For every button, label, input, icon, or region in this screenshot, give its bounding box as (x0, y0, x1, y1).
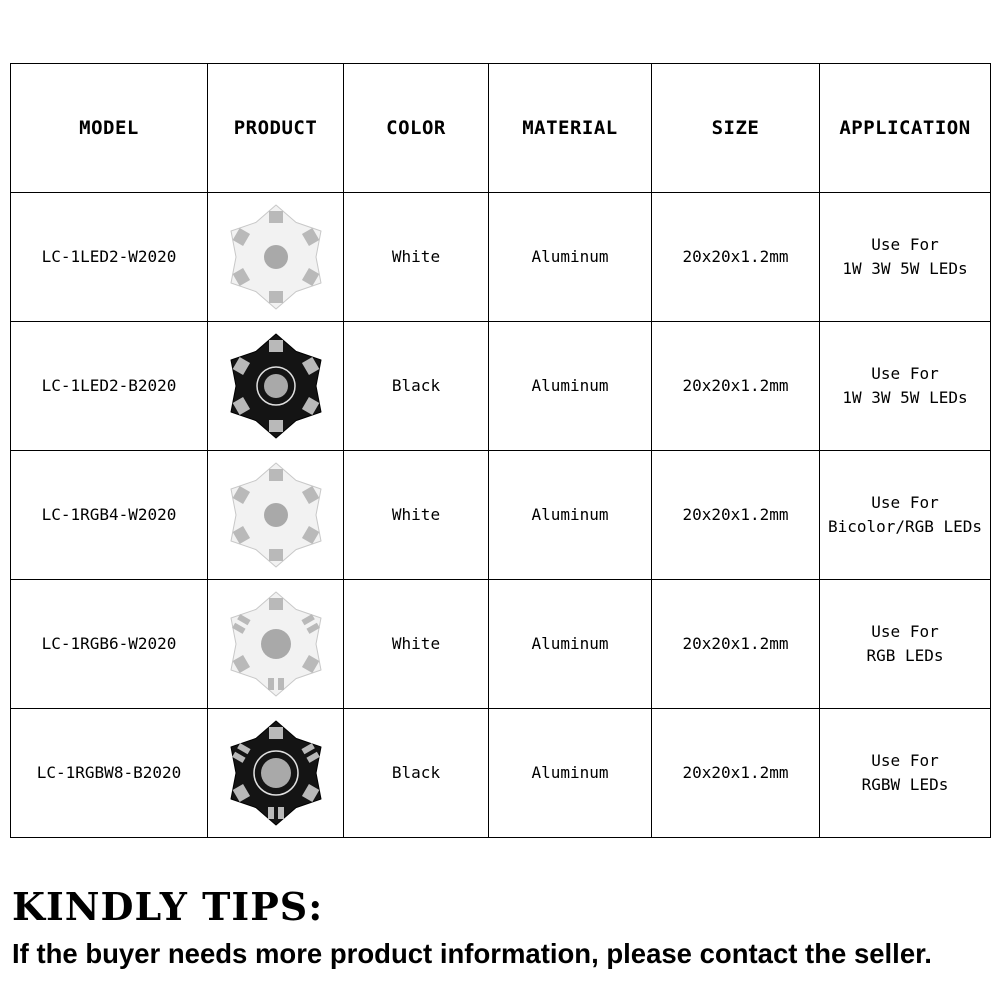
application-line: Use For (871, 364, 939, 383)
application-line: Use For (871, 751, 939, 770)
application-line: 1W 3W 5W LEDs (842, 259, 968, 278)
white-star-pcb-2-pad-icon (221, 202, 331, 312)
cell-color: White (344, 193, 489, 322)
tips-heading: KINDLY TIPS: (12, 884, 324, 929)
application-line: RGBW LEDs (861, 775, 949, 794)
cell-product (208, 580, 344, 709)
pcb-pad (269, 598, 283, 610)
header-application: APPLICATION (820, 64, 991, 193)
cell-material: Aluminum (489, 709, 652, 838)
pcb-pad (269, 211, 283, 223)
pcb-pad (269, 469, 283, 481)
cell-size: 20x20x1.2mm (652, 322, 820, 451)
header-size: SIZE (652, 64, 820, 193)
cell-color: Black (344, 322, 489, 451)
pcb-pad (269, 727, 283, 739)
application-line: Use For (871, 235, 939, 254)
cell-model: LC-1LED2-B2020 (11, 322, 208, 451)
cell-product (208, 193, 344, 322)
cell-color: Black (344, 709, 489, 838)
tips-text: If the buyer needs more product information, please contact the seller. (12, 938, 932, 969)
application-line: Use For (871, 493, 939, 512)
pcb-pad (269, 340, 283, 352)
cell-color: White (344, 580, 489, 709)
table-row (11, 193, 991, 322)
table-row (11, 322, 991, 451)
application-line: Use For (871, 622, 939, 641)
application-line: 1W 3W 5W LEDs (842, 388, 968, 407)
pcb-center-pad (261, 629, 291, 659)
table-row (11, 580, 991, 709)
cell-application (820, 580, 991, 709)
cell-model: LC-1RGB4-W2020 (11, 451, 208, 580)
pcb-center-pad (264, 503, 288, 527)
cell-product (208, 451, 344, 580)
white-star-pcb-4-pad-icon (221, 460, 331, 570)
cell-model: LC-1RGB6-W2020 (11, 580, 208, 709)
cell-application (820, 193, 991, 322)
pcb-center-pad (261, 758, 291, 788)
pcb-center-pad (264, 374, 288, 398)
cell-material: Aluminum (489, 322, 652, 451)
header-color: COLOR (344, 64, 489, 193)
pcb-pad (269, 420, 283, 432)
pcb-center-pad (264, 245, 288, 269)
cell-color: White (344, 451, 489, 580)
cell-model: LC-1LED2-W2020 (11, 193, 208, 322)
cell-product (208, 322, 344, 451)
cell-material: Aluminum (489, 451, 652, 580)
header-row (11, 64, 991, 193)
white-star-pcb-6-pad-icon (221, 589, 331, 699)
header-product: PRODUCT (208, 64, 344, 193)
pcb-pad (269, 549, 283, 561)
cell-model: LC-1RGBW8-B2020 (11, 709, 208, 838)
cell-size: 20x20x1.2mm (652, 709, 820, 838)
cell-application (820, 322, 991, 451)
header-model: MODEL (11, 64, 208, 193)
application-line: Bicolor/RGB LEDs (827, 517, 983, 536)
black-star-pcb-8-pad-icon (221, 718, 331, 828)
cell-application (820, 451, 991, 580)
cell-material: Aluminum (489, 580, 652, 709)
table-row (11, 451, 991, 580)
header-material: MATERIAL (489, 64, 652, 193)
spec-table (10, 63, 991, 838)
application-line: RGB LEDs (866, 646, 944, 665)
cell-product (208, 709, 344, 838)
cell-size: 20x20x1.2mm (652, 451, 820, 580)
black-star-pcb-2-pad-icon (221, 331, 331, 441)
cell-application (820, 709, 991, 838)
table-row (11, 709, 991, 838)
cell-size: 20x20x1.2mm (652, 580, 820, 709)
cell-size: 20x20x1.2mm (652, 193, 820, 322)
pcb-pad (269, 291, 283, 303)
cell-material: Aluminum (489, 193, 652, 322)
